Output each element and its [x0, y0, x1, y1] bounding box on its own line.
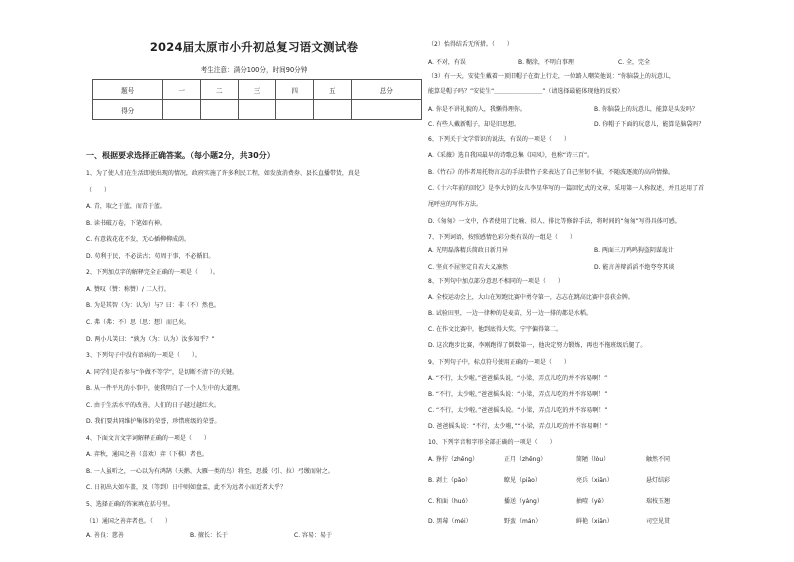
option-cell: 抽噎（yē） [576, 497, 608, 505]
question-line: B.《竹石》的作者用托物言志的手法借竹子来表达了自己坚韧不拔，不随波逐流的高尚情操。 [428, 168, 675, 176]
option: A. 光明磊落精兵简政日新月异 [428, 247, 508, 254]
score-header-cell: 二 [201, 80, 239, 100]
option: B. 擅长：长于 [190, 532, 228, 539]
question-line: B. “不行，太少啦，”爸爸摇头说：“小梁，弄点儿吃的并不容易啊！” [428, 390, 608, 398]
option: A. 善良：慈善 [86, 532, 124, 539]
option: C. 容易：易于 [294, 532, 333, 539]
exam-title: 2024届太原市小升初总复习语文测试卷 [149, 40, 359, 54]
score-input-cell[interactable] [276, 100, 314, 120]
score-header-cell: 五 [313, 80, 351, 100]
question-line: C. 在作文比赛中，他到底得大奖，宁宇偏得第二。 [428, 326, 563, 334]
question-line: A. 弈秋，通国之善（喜欢）弈（下棋）者也。 [86, 451, 208, 459]
option: D. 你帽子下面的玩意儿，能算是脑袋吗？ [594, 121, 705, 128]
question-line: 6、下列关于文学常识的说法，有误的一项是（ ） [428, 136, 570, 143]
question-line: （ ） [86, 186, 111, 194]
score-table-header-row [93, 80, 422, 100]
question-line: 5、选择正确的答案填在括号里。 [86, 501, 174, 508]
question-line: C. 由于生活水平的改善，人们的日子越过越红火。 [86, 401, 221, 409]
score-table [92, 79, 422, 120]
option: C. 有些人戴新帽子，却是旧思想。 [428, 121, 521, 128]
score-input-cell[interactable] [238, 100, 276, 120]
option-cell: 野蛮（mán） [504, 518, 542, 526]
score-header-cell: 题号 [93, 80, 163, 100]
score-input-cell[interactable] [313, 100, 351, 120]
question-line: A. 赞叹（赞：称赞）/ 二人行。 [86, 285, 170, 293]
question-line: C.《十六年前的回忆》是李大钊的女儿李星华写的一篇回忆式的文章，采用第一人称叙述，并且运用了首 [428, 184, 705, 192]
score-header-cell: 三 [238, 80, 276, 100]
option-cell: 亮兵（xiān） [576, 476, 613, 484]
score-table-score-row [93, 100, 422, 120]
option: D. 能言善辩滔滔不绝夸夸其谈 [594, 264, 675, 271]
question-line: B. 一人虽听之，一心以为有鸿鹄（天鹅、大雁一类的鸟）将至，思援（引、拉）弓缴而射之。 [86, 467, 334, 475]
option-cell: 播送（yáng） [504, 497, 543, 505]
question-line: B. 读书破万卷，下笔如有神。 [86, 219, 166, 227]
question-line: 9、下列句子中，标点符号使用正确的一项是（ ） [428, 358, 570, 366]
question-line: A. 全校运动会上，大山在短跑比赛中勇夺第一，志志在跳高比赛中喜获金牌。 [428, 294, 634, 302]
question-line: A. 同学们是否参与“争做不等学”，是切断不清下的关键。 [86, 368, 239, 376]
question-line: B. 为是其智（为：认为）与？曰：非（不）然也。 [86, 302, 220, 310]
exam-note: 考生注意：满分100分，时间90分钟 [200, 66, 308, 74]
question-line: （2）怡得结舌无所措。（ ） [428, 41, 513, 48]
question-line: 3、下列句子中没有语病的一项是（ ）。 [86, 352, 201, 360]
question-line: （3）有一天，安徒生戴着一顶旧帽子在街上行走，一位路人嘲笑他说：“你脑袋上的玩意儿， [428, 73, 675, 80]
option-cell: 瑞枝玉翘 [646, 497, 671, 505]
option: A. 不对，有误 [428, 59, 466, 66]
score-header-cell: 总分 [351, 80, 421, 100]
option-cell: D. 黑莓（méi） [428, 518, 472, 526]
question-line: 能算是帽子吗？”安徒生“＿＿＿＿＿＿＿＿”（请选择最能体现他的反驳） [428, 88, 624, 95]
score-header-cell: 一 [163, 80, 201, 100]
section-heading: 一、根据要求选择正确答案。（每小题2分，共30分） [86, 151, 275, 160]
question-line: C. 日初出大如车盖，及（等到）日中则如盘盂，此不为远者小而近者大乎？ [86, 484, 287, 492]
option-cell: 鲜艳（xiān） [576, 518, 613, 526]
question-line: B. 试验田里，一边一律种的是麦苗，另一边一排的都是水稻。 [428, 310, 592, 318]
question-line: B. 从一件平凡的小事中，使我明白了一个人生中的大道理。 [86, 385, 244, 393]
question-line: D. 这次跑步比赛，李刚跑得了倒数第一，他决定努力锻炼，再也不拖班级后腿了。 [428, 342, 647, 350]
question-line: C. 弗（弗：不）思（思：想）而已矣。 [86, 318, 191, 326]
question-line: 尾呼应的写作方法。 [428, 201, 483, 209]
question-line: 7、下列词语，按照感情色彩分类有误的一组是（ ） [428, 233, 576, 241]
option: C. 坚贞不屈坚定自若大义凛然 [428, 264, 509, 271]
option: B. 你脑袋上的玩意儿，能算是头发吗？ [594, 106, 698, 113]
option: C. 全，完全 [618, 59, 651, 66]
question-line: 4、下面文言文字词解释正确的一项是（ ） [86, 434, 210, 442]
question-line: A. “不行，太少啦。”爸爸摇头说，“小梁，弄点儿吃的并不容易啊！” [428, 374, 608, 382]
question-line: C. “不行，太少啦。”爸爸摇头说。“小梁，弄点儿吃的并不容易啊！” [428, 406, 608, 414]
option-cell: 简陋（lòu） [576, 456, 610, 463]
score-input-cell[interactable] [351, 100, 421, 120]
option-cell: C. 和面（huó） [428, 497, 472, 505]
question-line: 2、下列加点字的解释完全正确的一项是（ ）。 [86, 269, 219, 277]
question-line: D. 两小儿笑曰：“孰为（为：认为）汝多知乎？” [86, 335, 215, 343]
score-row-label: 得分 [93, 100, 163, 120]
option: B. 两面三刀鸡鸣狗盗阴谋诡计 [594, 247, 674, 254]
option-cell: 瞭见（piāo） [504, 476, 541, 484]
question-line: D.《匆匆》一文中，作者使用了比喻、拟人、排比等修辞手法，将时间的“匆匆”写得具体可感。 [428, 217, 681, 225]
question-line: D. 我们要共同维护集体的荣誉，珍惜班级的荣誉。 [86, 418, 221, 426]
question-line: D. 苟利于民，不必法古；苟周于事，不必循旧。 [86, 252, 215, 260]
option-cell: 司空见贯 [646, 518, 671, 526]
option-cell: 正月（zhēng） [504, 456, 547, 463]
score-input-cell[interactable] [163, 100, 201, 120]
question-line: 8、下列句中加点部分意思不相同的一项是（ ） [428, 278, 564, 285]
option: A. 你是不讲礼貌的人，我懒得理你。 [428, 106, 526, 113]
question-line: C. 有意栽花花不发，无心插柳柳成荫。 [86, 236, 191, 244]
score-input-cell[interactable] [201, 100, 239, 120]
option-cell: B. 剥土（pāo） [428, 476, 472, 484]
question-line: A.《采薇》选自我国最早的诗歌总集《国风》，也称“诗三百”。 [428, 152, 594, 160]
question-line: D. 爸爸摇头说：“不行，太少啦，”“小梁，弄点儿吃的并不容易啊！” [428, 422, 608, 430]
option-cell: 触然不同 [646, 456, 671, 463]
question-line: 1、为了使人们在生活即使出现的情况，政府实施了许多利民工程，如发放消费券、县长直播带货，真是 [86, 170, 360, 177]
question-line: A. 青，取之于蓝，而青于蓝。 [86, 203, 166, 211]
question-line: 10、下列字音和字形全部正确的一项是（ ） [428, 439, 556, 446]
score-header-cell: 四 [276, 80, 314, 100]
option-cell: A. 狰狞（zhēng） [428, 456, 479, 463]
option: B. 糊涂，不明白事理 [518, 59, 574, 66]
question-line: （1）通国之善弈者也。（ ） [86, 517, 171, 525]
option-cell: 悬灯结彩 [646, 476, 671, 484]
